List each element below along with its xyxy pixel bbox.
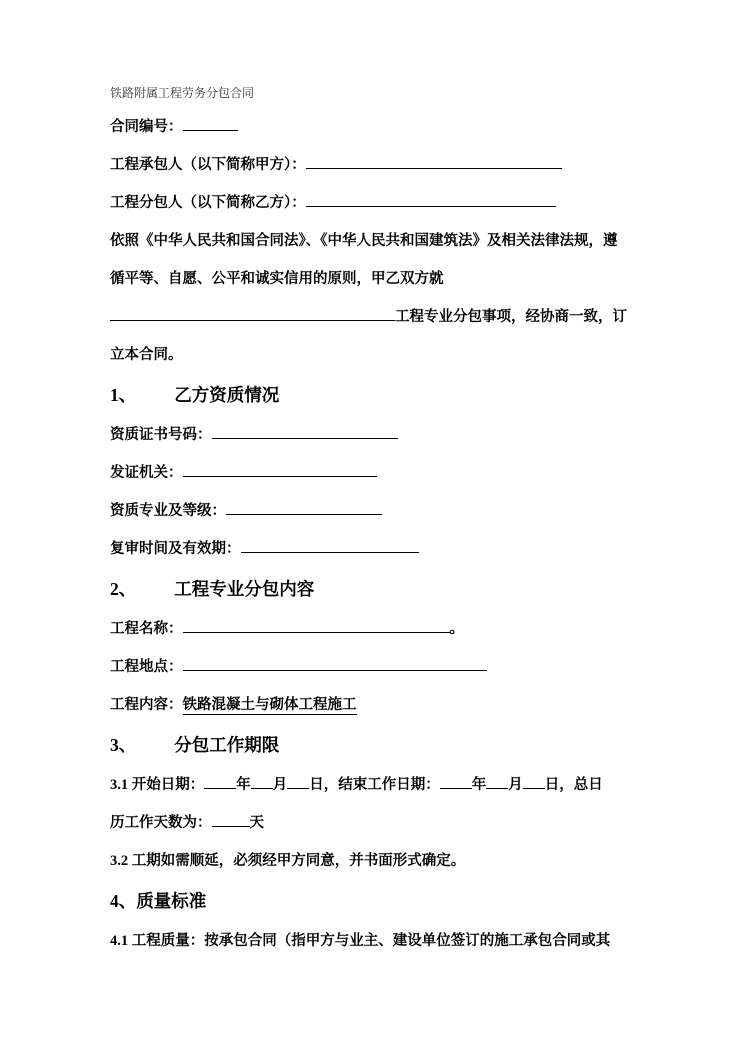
work-days-label: 历工作天数为： [110, 815, 212, 831]
review-line [110, 530, 634, 568]
project-location-blank [183, 655, 487, 671]
start-year-label: 年 [236, 777, 251, 793]
section-3-title: 分包工作期限 [174, 735, 280, 755]
contract-no-line [110, 108, 634, 146]
review-blank [241, 537, 419, 553]
end-date-label: 日，结束工作日期： [309, 777, 440, 793]
clause-3-1-prefix: 3.1 开始日期： [110, 777, 205, 793]
start-year-blank [204, 773, 236, 789]
cert-no-blank [212, 423, 398, 439]
clause-4-1-line: 4.1 工程质量：按承包合同（指甲方与业主、建设单位签订的施工承包合同或其 [110, 933, 611, 949]
major-grade-label: 资质专业及等级： [110, 503, 226, 519]
contract-no-blank [183, 115, 238, 131]
end-year-blank [440, 773, 472, 789]
project-location-label: 工程地点： [110, 659, 183, 675]
preamble-line-1: 依照《中华人民共和国合同法》、《中华人民共和国建筑法》及相关法律法规，遵 [110, 233, 618, 249]
start-month-label: 月 [272, 777, 288, 793]
review-label: 复审时间及有效期： [110, 541, 241, 557]
total-days-intro: 日，总日 [544, 777, 603, 793]
project-content-label: 工程内容： [110, 697, 183, 713]
party-a-line [110, 146, 634, 184]
section-3-heading [110, 724, 634, 766]
project-title-blank [110, 305, 395, 321]
party-b-label: 工程分包人（以下简称乙方）： [110, 195, 306, 211]
project-name-blank [183, 617, 450, 633]
party-b-line [110, 184, 634, 222]
issuer-blank [183, 461, 377, 477]
project-name-line [110, 610, 634, 648]
party-b-blank [306, 191, 556, 207]
cert-no-line [110, 416, 634, 454]
work-days-blank [212, 811, 250, 827]
major-grade-blank [226, 499, 382, 515]
party-a-label: 工程承包人（以下简称甲方）： [110, 157, 306, 173]
project-content-line [110, 686, 634, 724]
preamble-line-2: 循平等、自愿、公平和诚实信用的原则，甲乙双方就 [110, 271, 444, 287]
section-1-number: 1、 [110, 385, 137, 405]
section-3-number: 3、 [110, 735, 137, 755]
project-content-value: 铁路混凝土与砌体工程施工 [182, 697, 357, 713]
project-location-line [110, 648, 634, 686]
end-month-label: 月 [508, 777, 523, 793]
issuer-label: 发证机关： [110, 465, 183, 481]
section-1-title: 乙方资质情况 [174, 385, 280, 405]
end-day-blank [523, 773, 545, 789]
clause-3-2-line: 3.2 工期如需顺延，必须经甲方同意，并书面形式确定。 [110, 853, 466, 869]
contract-no-label: 合同编号： [110, 119, 183, 135]
start-day-blank [287, 773, 309, 789]
start-month-blank [251, 773, 273, 789]
section-2-number: 2、 [110, 579, 137, 599]
major-grade-line [110, 492, 634, 530]
party-a-blank [306, 153, 562, 169]
clause-3-1-line-1 [110, 766, 634, 804]
preamble-line-3-text: 工程专业分包事项，经协商一致，订 [395, 309, 627, 325]
cert-no-label: 资质证书号码： [110, 427, 212, 443]
section-2-heading [110, 568, 634, 610]
work-days-suffix: 天 [249, 815, 264, 831]
project-name-suffix: 。 [449, 621, 464, 637]
clause-3-1-line-2 [110, 804, 634, 842]
end-month-blank [486, 773, 508, 789]
document-title: 铁路附属工程劳务分包合同 [110, 86, 255, 100]
section-4-heading: 4、质量标准 [110, 891, 207, 911]
end-year-label: 年 [471, 777, 487, 793]
project-name-label: 工程名称： [110, 621, 183, 637]
issuer-line [110, 454, 634, 492]
section-1-heading [110, 374, 634, 416]
section-2-title: 工程专业分包内容 [174, 579, 315, 599]
preamble-line-4: 立本合同。 [110, 347, 183, 363]
preamble-line-3 [110, 298, 634, 336]
